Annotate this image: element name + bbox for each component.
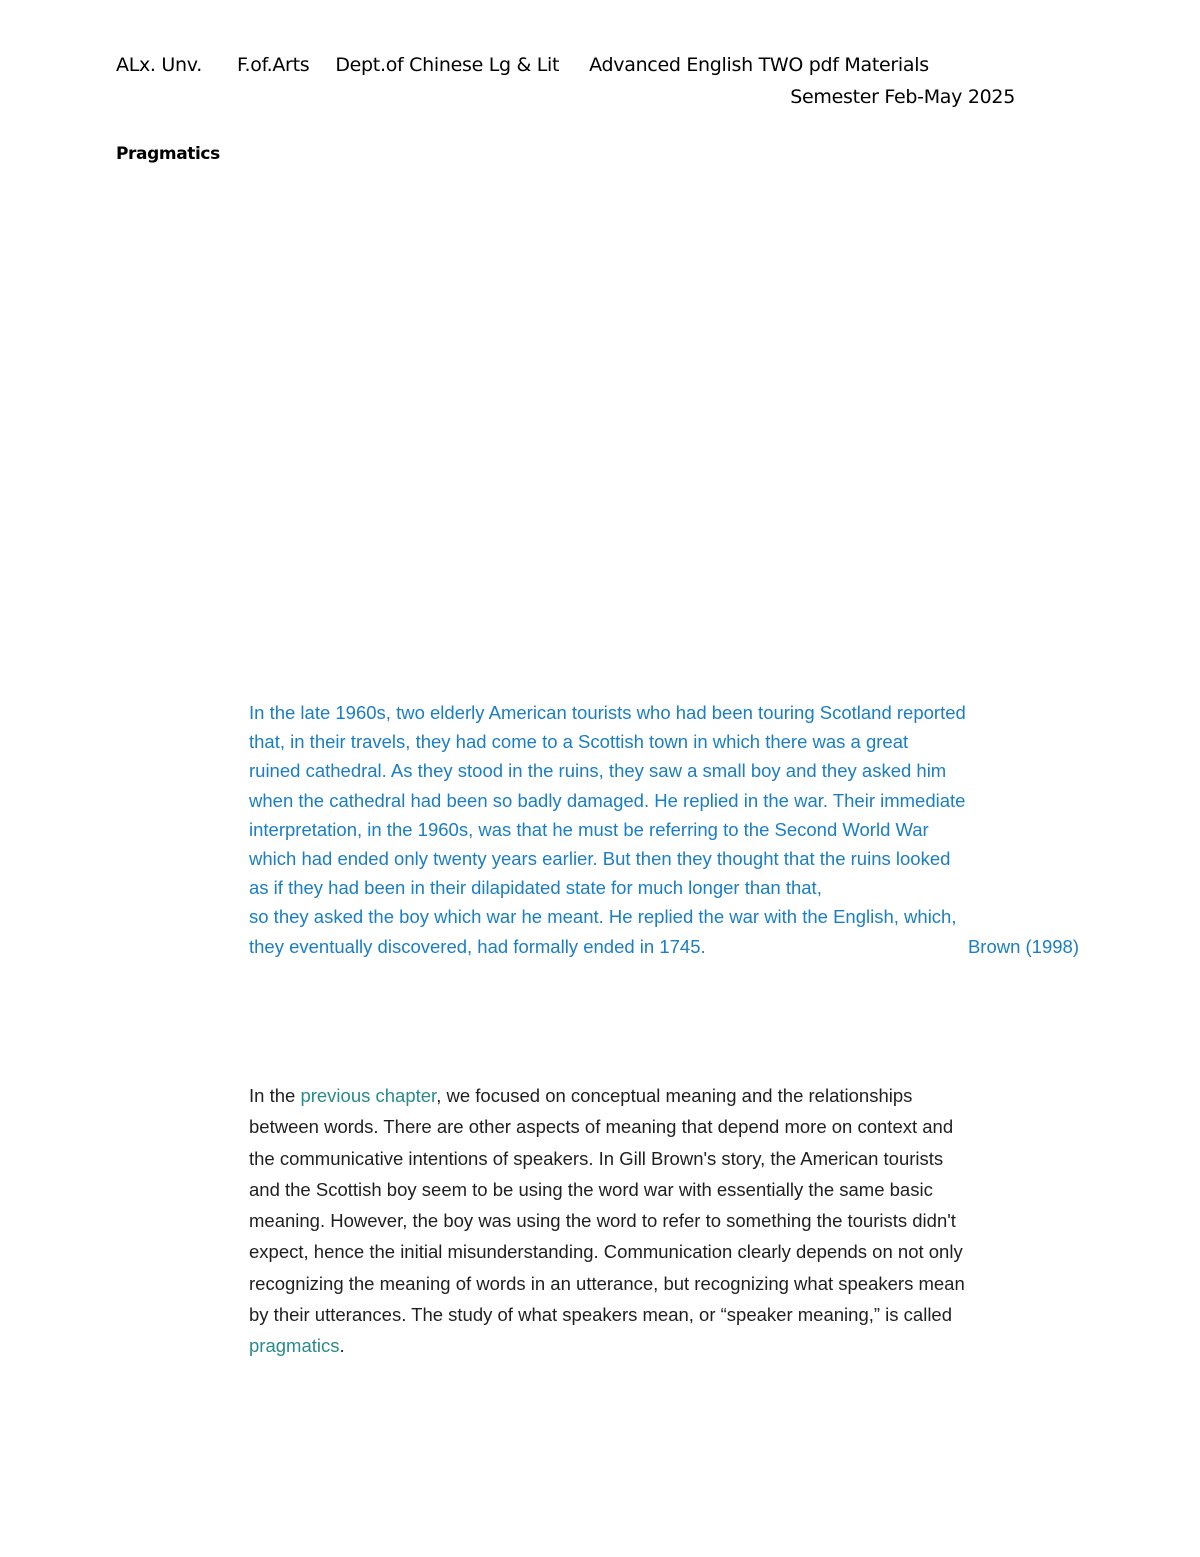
body-line: by their utterances. The study of what speakers mean, or “speaker meaning,” is called (249, 1304, 953, 1326)
quote-line: that, in their travels, they had come to a Scottish town in which there was a great (249, 731, 909, 753)
quote-citation: Brown (1998) (967, 935, 1079, 957)
body-line: expect, hence the initial misunderstanding. Communication clearly depends on not only (249, 1241, 963, 1263)
quote-line: as if they had been in their dilapidated state for much longer than that, (249, 877, 822, 899)
section-title: Pragmatics (116, 144, 220, 164)
body-line (249, 1080, 1069, 1111)
body-line: between words. There are other aspects of meaning that depend more on context and (249, 1116, 954, 1138)
body-line: recognizing the meaning of words in an utterance, but recognizing what speakers mean (249, 1272, 965, 1294)
quote-line: ruined cathedral. As they stood in the ruins, they saw a small boy and they asked him (249, 760, 947, 782)
university-name: ALx. Unv. (116, 54, 202, 76)
body-paragraph (249, 1080, 1069, 1362)
body-text-fragment: In the (249, 1085, 301, 1106)
body-text-fragment: . (339, 1335, 345, 1357)
department-name: Dept.of Chinese Lg & Lit (335, 54, 560, 76)
course-name: Advanced English TWO pdf Materials (589, 54, 929, 76)
semester-label: Semester Feb-May 2025 (790, 86, 1015, 108)
quote-line: which had ended only twenty years earlier. But then they thought that the ruins looked (249, 848, 951, 870)
quote-line: interpretation, in the 1960s, was that he must be referring to the Second World War (249, 818, 929, 840)
course-header (116, 54, 929, 76)
previous-chapter-link[interactable]: previous chapter (300, 1085, 437, 1106)
body-line: meaning. However, the boy was using the word to refer to something the tourists didn't (249, 1210, 956, 1232)
quote-last-line (249, 932, 1079, 961)
body-line: the communicative intentions of speakers. In Gill Brown's story, the American tourists (249, 1147, 944, 1169)
body-text-fragment: , we focused on conceptual meaning and the relationships (436, 1085, 913, 1106)
body-line: and the Scottish boy seem to be using the word war with essentially the same basic (249, 1178, 933, 1200)
quote-line: they eventually discovered, had formally ended in 1745. (249, 935, 706, 957)
quote-line: so they asked the boy which war he meant. He replied the war with the English, which, (249, 906, 957, 928)
quote-line: when the cathedral had been so badly damaged. He replied in the war. Their immediate (249, 789, 966, 811)
faculty-name: F.of.Arts (236, 54, 310, 76)
pragmatics-link[interactable]: pragmatics (249, 1335, 340, 1357)
quote-block (249, 698, 1079, 961)
quote-line: In the late 1960s, two elderly American tourists who had been touring Scotland reported (249, 702, 966, 723)
body-line (249, 1330, 1069, 1361)
